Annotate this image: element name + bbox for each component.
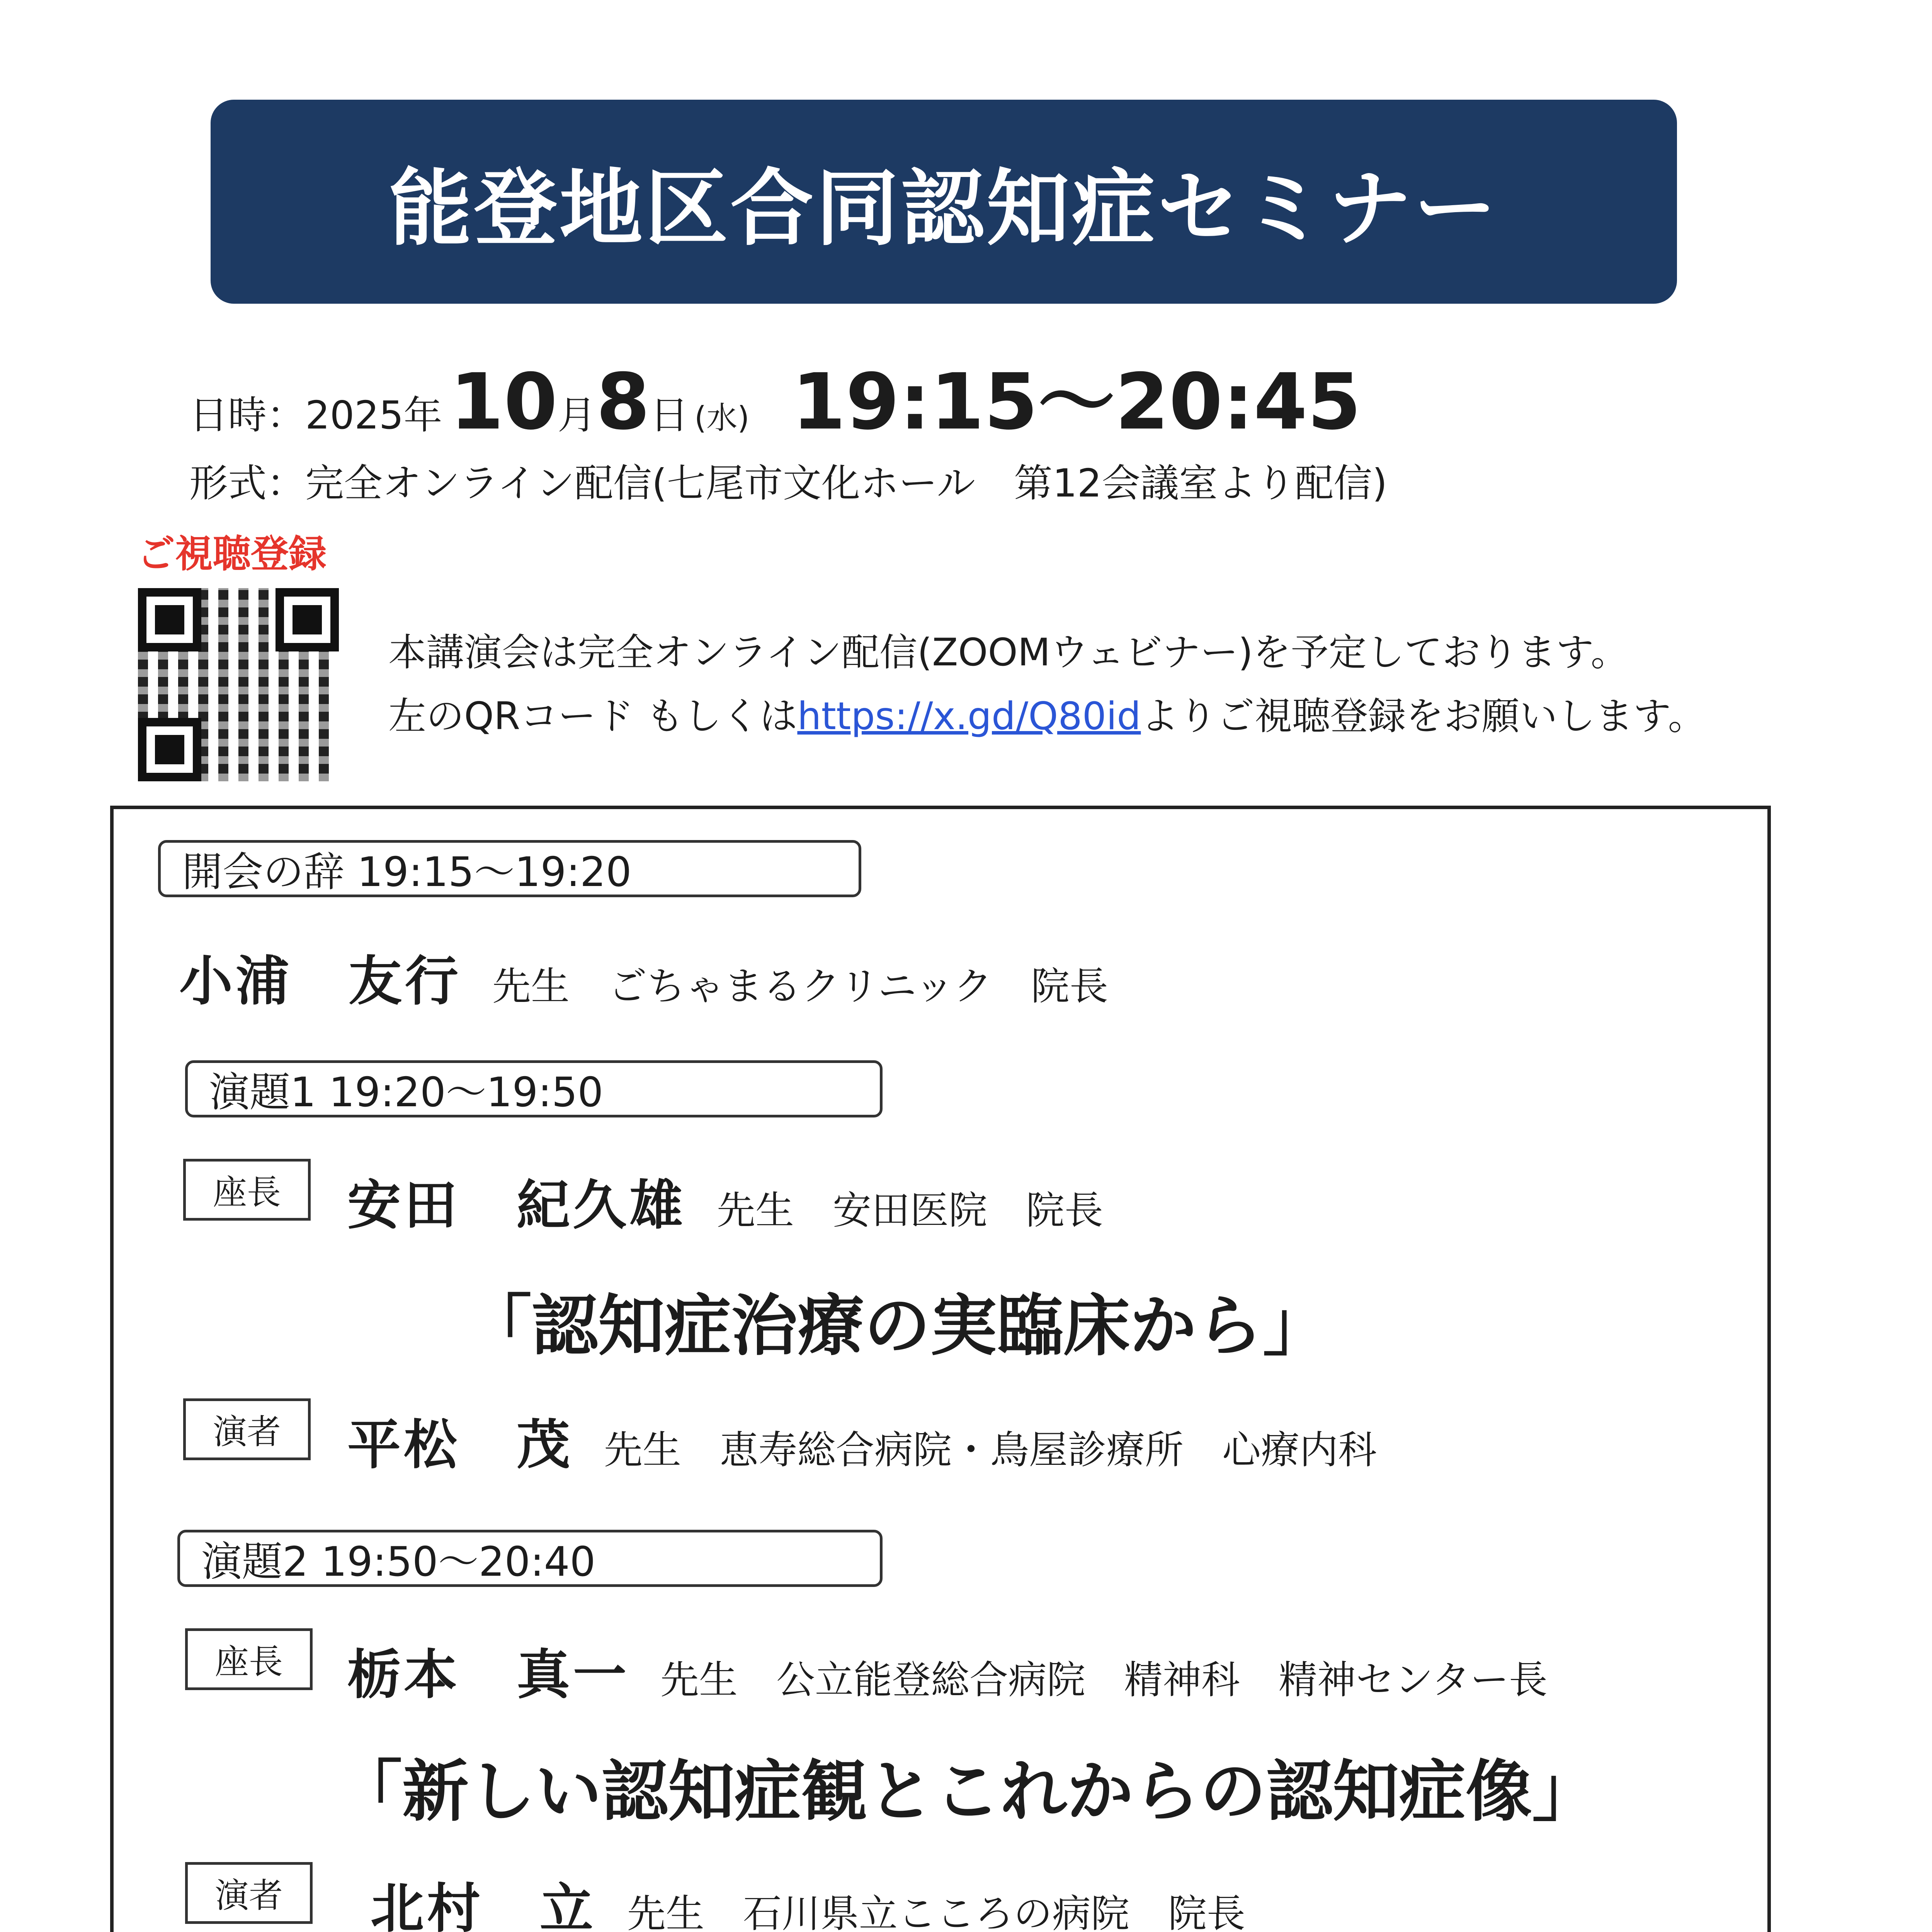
registration-line-1: 本講演会は完全オンライン配信(ZOOMウェビナー)を予定しております。 <box>388 631 1629 675</box>
talk2-chair-role: 座長 <box>185 1628 313 1690</box>
registration-line-2 <box>388 686 1706 740</box>
datetime-month-unit: 月 <box>557 393 596 438</box>
talk2-speaker-suffix: 先生 <box>627 1891 705 1932</box>
talk2-speaker-affiliation: 石川県立こころの病院 院長 <box>743 1891 1246 1932</box>
format-text: 形式：完全オンライン配信(七尾市文化ホール 第12会議室より配信) <box>189 461 1388 506</box>
datetime-label: 日時： <box>189 393 305 438</box>
talk1-label: 演題1 19:20～19:50 <box>185 1060 883 1117</box>
talk2-title: 「新しい認知症観とこれからの認知症像」 <box>336 1753 1599 1830</box>
datetime-day-unit: 日 <box>650 393 689 438</box>
registration-label: ご視聴登録 <box>137 532 327 576</box>
talk1-chair <box>347 1163 1103 1239</box>
title-banner <box>211 100 1677 304</box>
datetime-day: 8 <box>596 357 650 447</box>
talk1-speaker-suffix: 先生 <box>604 1427 682 1473</box>
talk2-chair <box>347 1632 1548 1709</box>
talk2-speaker-role: 演者 <box>185 1862 313 1924</box>
talk1-chair-affiliation: 安田医院 院長 <box>833 1188 1104 1233</box>
talk1-title: 「認知症治療の実臨床から」 <box>465 1287 1329 1365</box>
talk2-chair-affiliation: 公立能登総合病院 精神科 精神センター長 <box>776 1657 1548 1702</box>
program-box <box>110 806 1771 1932</box>
talk1-speaker <box>347 1402 1377 1479</box>
opening-suffix: 先生 <box>492 964 570 1009</box>
talk2-chair-suffix: 先生 <box>660 1657 738 1702</box>
talk2-chair-name: 栃本 真一 <box>347 1644 630 1706</box>
talk1-chair-suffix: 先生 <box>717 1188 794 1233</box>
talk1-speaker-name: 平松 茂 <box>347 1414 573 1476</box>
datetime-weekday: (水) <box>694 400 750 436</box>
registration-line-2-prefix: 左のQRコード もしくは <box>388 694 798 738</box>
talk1-speaker-affiliation: 恵寿総合病院・鳥屋診療所 心療内科 <box>720 1427 1377 1473</box>
talk1-chair-name: 安田 紀久雄 <box>347 1174 686 1236</box>
talk1-chair-role: 座長 <box>183 1159 311 1221</box>
talk2-speaker <box>371 1866 1245 1932</box>
talk1-speaker-role: 演者 <box>183 1398 311 1460</box>
qr-code[interactable] <box>138 588 339 781</box>
datetime-month: 10 <box>450 357 558 447</box>
datetime-year: 2025年 <box>305 393 442 438</box>
opening-name: 小浦 友行 <box>179 950 462 1012</box>
format-line <box>189 452 1387 508</box>
talk2-label: 演題2 19:50～20:40 <box>177 1530 883 1587</box>
datetime-time: 19:15～20:45 <box>792 357 1361 447</box>
registration-line-2-suffix: よりご視聴登録をお願いします。 <box>1141 694 1706 738</box>
opening-speaker <box>179 939 1108 1015</box>
datetime-line <box>189 340 1361 451</box>
page-title: 能登地区合同認知症セミナー <box>389 160 1499 257</box>
talk2-speaker-name: 北村 立 <box>371 1878 597 1932</box>
opening-affiliation: ごちゃまるクリニック 院長 <box>608 964 1109 1009</box>
opening-label: 開会の辞 19:15～19:20 <box>158 840 861 897</box>
registration-url-link[interactable]: https://x.gd/Q80id <box>797 694 1141 738</box>
